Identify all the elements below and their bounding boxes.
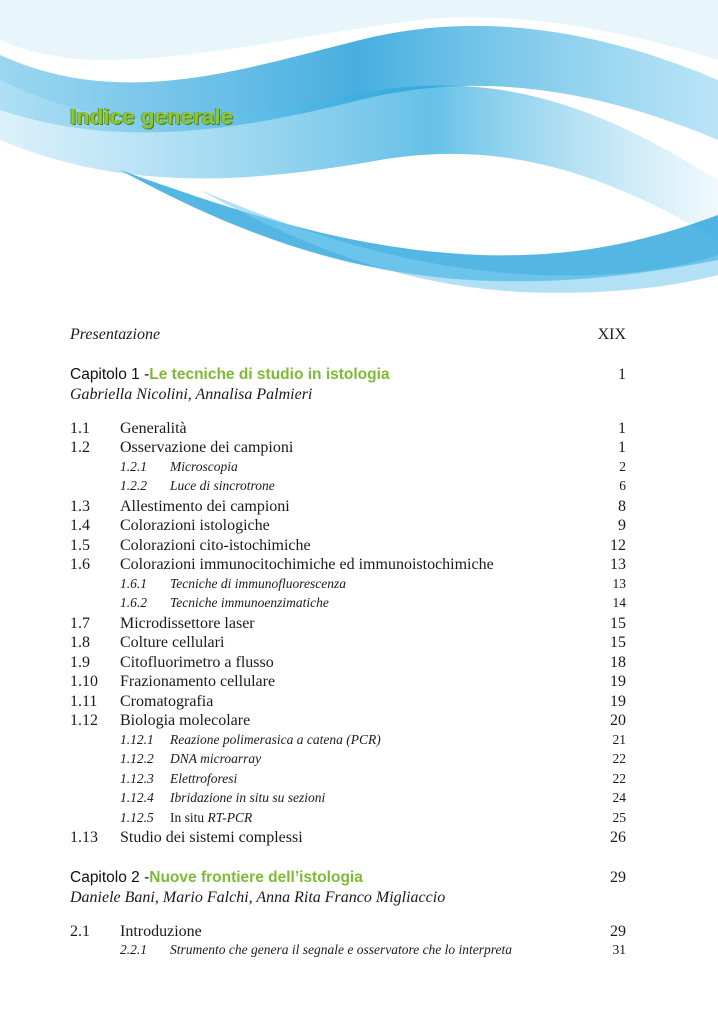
entry-text-part: RT-PCR [207,809,253,825]
chapter-authors: Daniele Bani, Mario Falchi, Anna Rita Franco Migliaccio [70,888,446,906]
entry-page: 1 [618,439,626,456]
entry-text: Osservazione dei campioni [120,439,294,456]
entry-text: Microdissettore laser [120,614,255,632]
entry-text: Cromatografia [120,692,214,710]
entry-page: 14 [612,595,626,610]
toc-entry[interactable] [70,673,626,693]
entry-number: 1.13 [70,829,98,846]
toc-entry[interactable] [70,420,626,440]
entry-number: 1.4 [70,517,90,534]
entry-number: 1.10 [70,673,98,690]
toc-entry[interactable] [70,712,626,732]
entry-page: 18 [610,653,626,671]
entry-text: Colture cellulari [120,634,225,651]
toc-entry[interactable] [70,498,626,518]
entry-text: Colorazioni cito-istochimiche [120,536,311,554]
entry-page: 26 [610,829,626,846]
entry-number: 1.12.4 [120,790,154,805]
entry-text: DNA microarray [170,751,262,766]
toc-subentry[interactable] [70,771,626,791]
entry-number: 1.7 [70,614,90,632]
toc-subentry[interactable] [70,576,626,596]
entry-text: Microscopia [170,458,238,474]
entry-number: 1.2.1 [120,458,147,474]
entry-text: Allestimento dei campioni [120,497,290,515]
entry-number: 1.12.3 [120,770,154,786]
entry-page: 29 [610,922,626,940]
toc-subentry[interactable] [70,732,626,752]
entry-number: 1.12.1 [120,731,154,747]
wave-banner [0,0,718,300]
entry-text-part: in situ [235,790,270,805]
toc-entry[interactable] [70,693,626,713]
entry-page: 13 [610,556,626,573]
entry-number: 2.1 [70,922,90,940]
entry-page: 9 [618,517,626,534]
entry-text: Introduzione [120,922,202,940]
toc-entry[interactable] [70,439,626,459]
entry-page: 19 [610,673,626,690]
entry-text [170,810,586,826]
entry-page: 24 [612,790,626,805]
entry-page: 6 [619,478,626,493]
entry-text [170,790,586,806]
chapter-2-heading[interactable] [70,869,626,889]
chapter-authors: Gabriella Nicolini, Annalisa Palmieri [70,385,313,403]
entry-number: 1.8 [70,634,90,651]
toc-subentry[interactable] [70,810,626,830]
entry-page: 1 [618,419,626,437]
toc-subentry[interactable] [70,942,626,962]
entry-number: 1.2.2 [120,478,147,493]
chapter-title: Nuove frontiere dell’istologia [149,868,363,886]
toc-entry[interactable] [70,923,626,943]
entry-number: 1.11 [70,692,98,710]
page-title: Indice generale [70,104,234,129]
entry-text: Generalità [120,419,187,437]
entry-page: 21 [612,731,626,747]
entry-text: Colorazioni immunocitochimiche ed immunoistochimiche [120,556,494,573]
entry-page: 22 [612,770,626,786]
toc-presentazione[interactable] [70,326,626,346]
entry-number: 1.12 [70,712,98,729]
toc-entry[interactable] [70,537,626,557]
toc-page-number: 1 [618,365,626,383]
entry-number: 2.2.1 [120,942,147,957]
entry-page: 8 [618,497,626,515]
entry-number: 1.6.1 [120,575,147,591]
entry-text: Strumento che genera il segnale e osservatore che lo interpreta [170,942,513,957]
entry-text: Frazionamento cellulare [120,673,276,690]
table-of-contents [70,326,626,962]
entry-page: 25 [612,809,626,825]
entry-text: Studio dei sistemi complessi [120,829,303,846]
entry-text: Reazione polimerasica a catena (PCR) [170,731,381,747]
entry-number: 1.6 [70,556,90,573]
toc-entry[interactable] [70,517,626,537]
entry-number: 1.5 [70,536,90,554]
entry-page: 12 [610,536,626,554]
entry-page: 22 [612,751,626,766]
chapter-label: Capitolo 1 - [70,365,150,383]
entry-page: 15 [610,614,626,632]
entry-number: 1.9 [70,653,90,671]
chapter-title: Le tecniche di studio in istologia [149,365,390,383]
toc-subentry[interactable] [70,478,626,498]
entry-text-part: su sezioni [269,790,326,805]
entry-text: Luce di sincrotrone [170,478,275,493]
toc-subentry[interactable] [70,459,626,479]
entry-page: 2 [619,458,626,474]
toc-entry[interactable] [70,556,626,576]
entry-text-part: Ibridazione [170,790,236,805]
entry-text-part: In situ [170,809,208,825]
toc-entry[interactable] [70,829,626,849]
toc-page-number: XIX [597,326,626,343]
entry-text: Elettroforesi [170,770,238,786]
entry-number: 1.6.2 [120,595,147,610]
toc-entry[interactable] [70,654,626,674]
entry-page: 19 [610,692,626,710]
entry-number: 1.2 [70,439,90,456]
entry-number: 1.3 [70,497,90,515]
entry-page: 31 [612,942,626,957]
entry-page: 15 [610,634,626,651]
entry-text: Colorazioni istologiche [120,517,270,534]
entry-number: 1.1 [70,419,90,437]
entry-text: Tecniche immunoenzimatiche [170,595,329,610]
toc-entry-text: Presentazione [70,326,161,343]
entry-number: 1.12.5 [120,809,154,825]
toc-subentry[interactable] [70,790,626,810]
entry-text: Citofluorimetro a flusso [120,653,274,671]
chapter-label: Capitolo 2 - [70,868,150,886]
entry-number: 1.12.2 [120,751,154,766]
entry-text: Biologia molecolare [120,712,251,729]
chapter-1-heading[interactable] [70,366,626,386]
toc-subentry[interactable] [70,595,626,615]
toc-page-number: 29 [610,868,626,886]
entry-page: 20 [610,712,626,729]
toc-subentry[interactable] [70,751,626,771]
entry-text: Tecniche di immunofluorescenza [170,575,346,591]
entry-page: 13 [612,575,626,591]
toc-entry[interactable] [70,615,626,635]
toc-entry[interactable] [70,634,626,654]
